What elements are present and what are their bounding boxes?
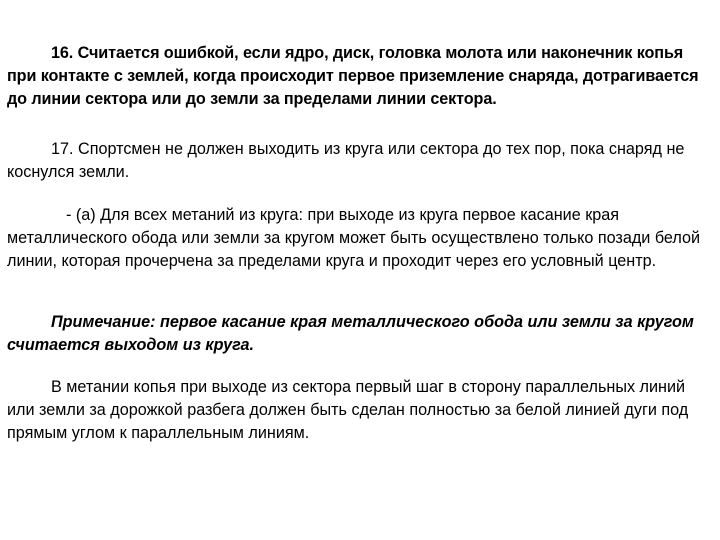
javelin-paragraph: В метании копья при выходе из сектора первый шаг в сторону параллельных линий или земли за дорожкой разбега должен быть сделан полностью за белой линией дуги под прямым углом к параллельным линиям.: [7, 378, 689, 442]
rule-17-paragraph: 17. Спортсмен не должен выходить из круга или сектора до тех пор, пока снаряд не коснулся земли.: [7, 140, 685, 181]
note-paragraph: Примечание: первое касание края металлического обода или земли за кругом считается выходом из круга.: [7, 313, 694, 354]
rule-16-paragraph: 16. Считается ошибкой, если ядро, диск, головка молота или наконечник копья при контакте с землей, когда происходит первое приземление снаряда, дотрагивается до линии сектора или до земли за пределами линии сектора.: [7, 44, 699, 108]
rule-17a-paragraph: - (а) Для всех метаний из круга: при выходе из круга первое касание края металлического обода или земли за кругом может быть осуществлено только позади белой линии, которая прочерчена за пределами круга и проходит через его условный центр.: [7, 206, 701, 270]
